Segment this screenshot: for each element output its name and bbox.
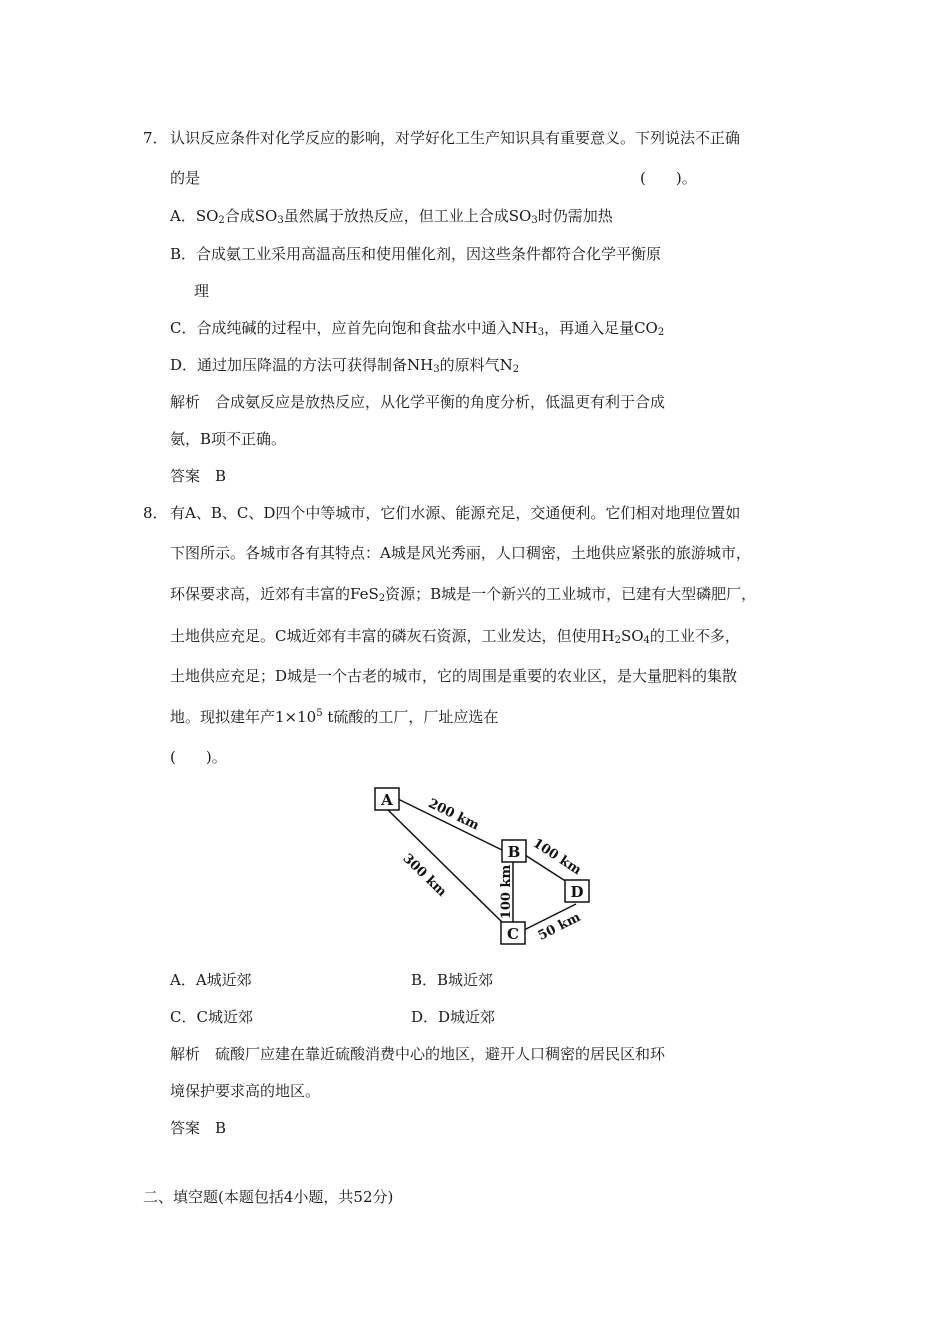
question-7-stem-cont: 的是 <box>170 169 201 187</box>
distance-a-c-label: 300 km <box>399 851 450 900</box>
question-7-answer: 答案 B <box>170 467 227 485</box>
question-7-number: 7． <box>143 129 168 147</box>
question-8-stem-line2: 下图所示。各城市各有其特点：A城是风光秀丽，人口稠密，土地供应紧张的旅游城市， <box>170 544 751 562</box>
question-8-option-b: B．B城近郊 <box>411 971 494 989</box>
question-7-option-b-cont: 理 <box>194 282 210 300</box>
question-7-analysis: 解析 合成氨反应是放热反应，从化学平衡的角度分析，低温更有利于合成 <box>170 393 666 411</box>
section-2-heading: 二、填空题(本题包括4小题，共52分) <box>143 1188 394 1206</box>
question-8-answer-paren: ( )。 <box>170 748 227 766</box>
question-8-number: 8． <box>143 504 168 522</box>
city-b-label: B <box>507 843 521 861</box>
question-8-answer: 答案 B <box>170 1119 227 1137</box>
question-8-stem-line6: 地。现拟建年产$1\times 10^5$ t硫酸的工厂，厂址应选在 <box>170 708 499 726</box>
distance-b-d-label: 100 km <box>529 835 584 879</box>
question-8-analysis: 解析 硫酸厂应建在靠近硫酸消费中心的地区，避开人口稠密的居民区和环 <box>170 1045 666 1063</box>
question-8-stem-line4: 土地供应充足。C城近郊有丰富的磷灰石资源，工业发达，但使用$H_2SO_4$的工业不多， <box>170 627 740 646</box>
question-8-stem-line3: 环保要求高，近郊有丰富的FeS$_2$资源；B城是一个新兴的工业城市，已建有大型磷肥厂， <box>170 585 757 604</box>
question-8-option-a: A．A城近郊 <box>170 971 252 989</box>
distance-b-c-label: 100 km <box>499 864 514 920</box>
question-8-option-d: D．D城近郊 <box>411 1008 496 1026</box>
question-8-option-c: C．C城近郊 <box>170 1008 253 1026</box>
city-c-label: C <box>507 925 519 943</box>
question-8-stem-line1: 有A、B、C、D四个中等城市，它们水源、能源充足，交通便利。它们相对地理位置如 <box>170 504 741 522</box>
question-7-option-b: B．合成氨工业采用高温高压和使用催化剂，因这些条件都符合化学平衡原 <box>170 245 662 263</box>
question-7-analysis-cont: 氨，B项不正确。 <box>170 430 287 448</box>
question-8-stem-line5: 土地供应充足；D城是一个古老的城市，它的周围是重要的农业区，是大量肥料的集散 <box>170 667 738 685</box>
question-7-answer-paren: ( )。 <box>640 169 697 187</box>
question-7-option-d: D．通过加压降温的方法可获得制备$NH_3$的原料气$N_2$ <box>170 356 520 375</box>
question-8-analysis-cont: 境保护要求高的地区。 <box>170 1082 321 1100</box>
question-7-option-c: C．合成纯碱的过程中，应首先向饱和食盐水中通入$NH_3$，再通入足量$CO_2$ <box>170 319 665 338</box>
distance-a-b-label: 200 km <box>425 796 482 834</box>
question-7-option-a: A．$SO_2$合成$SO_3$虽然属于放热反应，但工业上合成$SO_3$时仍需加热 <box>170 207 613 226</box>
distance-c-d-label: 50 km <box>535 909 584 944</box>
city-distance-diagram <box>350 780 610 955</box>
city-a-label: A <box>381 791 393 809</box>
city-d-label: D <box>570 883 584 901</box>
question-7-stem: 认识反应条件对化学反应的影响，对学好化工生产知识具有重要意义。下列说法不正确 <box>170 129 741 147</box>
